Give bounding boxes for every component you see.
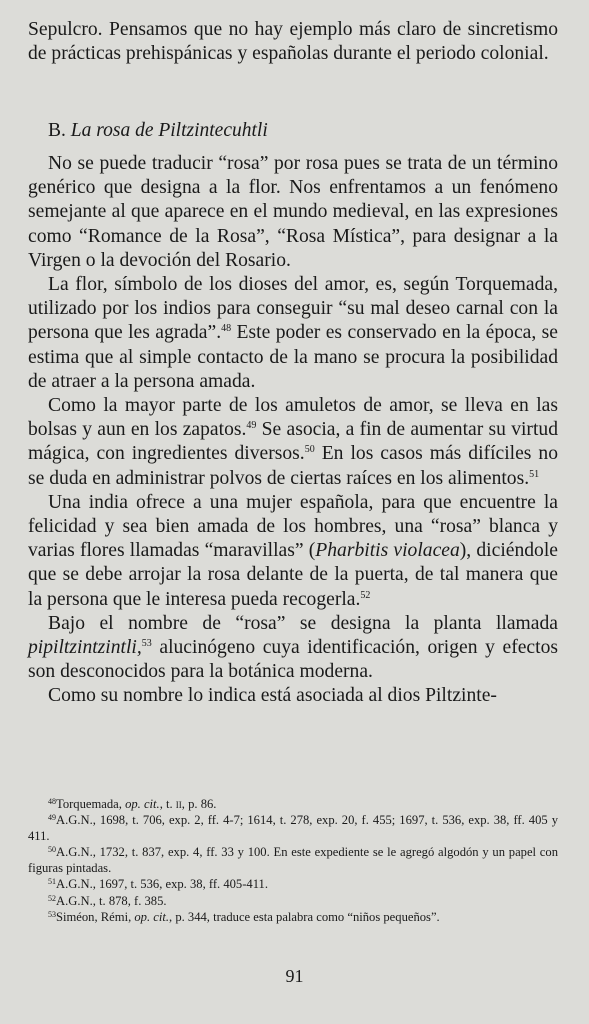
footnote-ref-49: 49: [246, 420, 257, 432]
paragraph-4-text-b: ), diciéndole que se debe arrojar la rosa delante de la puerta, de tal manera que la persona que le interesa pueda recogerla.: [28, 540, 558, 610]
footnote-text: , t.: [159, 797, 176, 811]
footnote-ref-53: 53: [141, 638, 152, 650]
footnote-52: [28, 893, 558, 909]
paragraph-5-text-a: Bajo el nombre de “rosa” se designa la planta llamada: [48, 612, 558, 634]
paragraph-2-text-a: La flor, símbolo de los dioses del amor, es, según Torquemada, utilizado por los indios para conseguir “su mal deseo carnal con la persona que les agrada”.: [28, 274, 558, 344]
footnote-text: A.G.N., 1697, t. 536, exp. 38, ff. 405-411.: [56, 877, 268, 892]
footnote-number: 49: [48, 813, 56, 823]
footnote-ref-50: 50: [304, 444, 315, 456]
footnote-text: A.G.N., 1698, t. 706, exp. 2, ff. 4-7; 1614, t. 278, exp. 20, f. 455; 1697, t. 536, exp. 38, ff. 405 y 411.: [28, 813, 558, 844]
paragraph-6: Como su nombre lo indica está asociada al dios Piltzinte-: [48, 685, 497, 707]
footnote-volume: ii: [175, 797, 182, 811]
footnote-text: Torquemada,: [56, 797, 126, 811]
section-title: La rosa de Piltzintecuhtli: [70, 120, 268, 141]
paragraph-3-text-c: En los casos más difíciles no se duda en administrar polvos de ciertas raíces en los alimentos.: [28, 443, 558, 489]
opening-paragraph: Sepulcro. Pensamos que no hay ejemplo más claro de sincretismo de prácticas prehispánicas y españolas durante el periodo colonial.: [28, 19, 558, 65]
footnote-text: A.G.N., 1732, t. 837, exp. 4, ff. 33 y 100. En este expediente se le agregó algodón y un papel con figuras pintadas.: [28, 845, 558, 876]
paragraph-4: [28, 491, 558, 612]
paragraph-3-text-a: Como la mayor parte de los amuletos de amor, se lleva en las bolsas y aun en los zapatos.: [28, 395, 558, 441]
paragraph-5-plant-name: pipiltzintzintli,: [28, 637, 142, 659]
paragraph-2: [28, 273, 558, 394]
section-number: B.: [48, 120, 66, 141]
footnote-50: [28, 844, 558, 876]
opening-paragraph-block: [28, 18, 558, 66]
footnotes: [28, 796, 558, 925]
footnote-italic: op. cit.: [134, 909, 170, 924]
footnote-53: [28, 909, 558, 925]
paragraph-4-species-name: Pharbitis violacea: [315, 540, 460, 562]
body-text: [28, 152, 558, 709]
paragraph-5-text-b: alucinógeno cuya identificación, origen y efectos son desconocidos para la botánica moderna.: [28, 637, 558, 683]
footnote-48: [28, 796, 558, 812]
section-heading: [48, 119, 268, 143]
footnote-number: 50: [48, 845, 56, 855]
footnote-number: 52: [48, 893, 56, 903]
footnote-number: 48: [48, 797, 56, 806]
footnote-italic: op. cit.: [125, 797, 160, 811]
footnote-49: [28, 812, 558, 844]
footnote-ref-48: 48: [221, 323, 232, 335]
footnote-51: [28, 876, 558, 892]
paragraph-1: No se puede traducir “rosa” por rosa pues se trata de un término genérico que designa a la flor. Nos enfrentamos a un fenómeno semejante al que aparece en el mundo medieval, en las expresiones como “Romance de la Rosa”, “Rosa Mística”, para designar a la Virgen o la devoción del Rosario.: [28, 153, 558, 271]
footnote-ref-52: 52: [360, 589, 371, 601]
paragraph-4-text-a: Una india ofrece a una mujer española, para que encuentre la felicidad y sea bien amada de los hombres, una “rosa” blanca y varias flores llamadas “maravillas” (: [28, 491, 558, 562]
paragraph-5: [28, 612, 558, 685]
footnote-text: , p. 344, traduce esta palabra como “niños pequeños”.: [169, 909, 440, 924]
paragraph-3: [28, 394, 558, 491]
footnote-ref-51: 51: [529, 468, 540, 480]
footnote-text: , p. 86.: [181, 797, 217, 811]
paragraph-2-text-b: Este poder es conservado en la época, se estima que al simple contacto de la mano se procura la posibilidad de atraer a la persona amada.: [28, 322, 558, 392]
page-number: 91: [285, 966, 304, 986]
footnote-text: A.G.N., t. 878, f. 385.: [56, 893, 167, 908]
footnote-text: Siméon, Rémi,: [56, 909, 135, 924]
footnote-number: 53: [48, 909, 56, 919]
paragraph-3-text-b: Se asocia, a fin de aumentar su virtud mágica, con ingredientes diversos.: [28, 419, 558, 465]
footnote-number: 51: [48, 877, 56, 887]
